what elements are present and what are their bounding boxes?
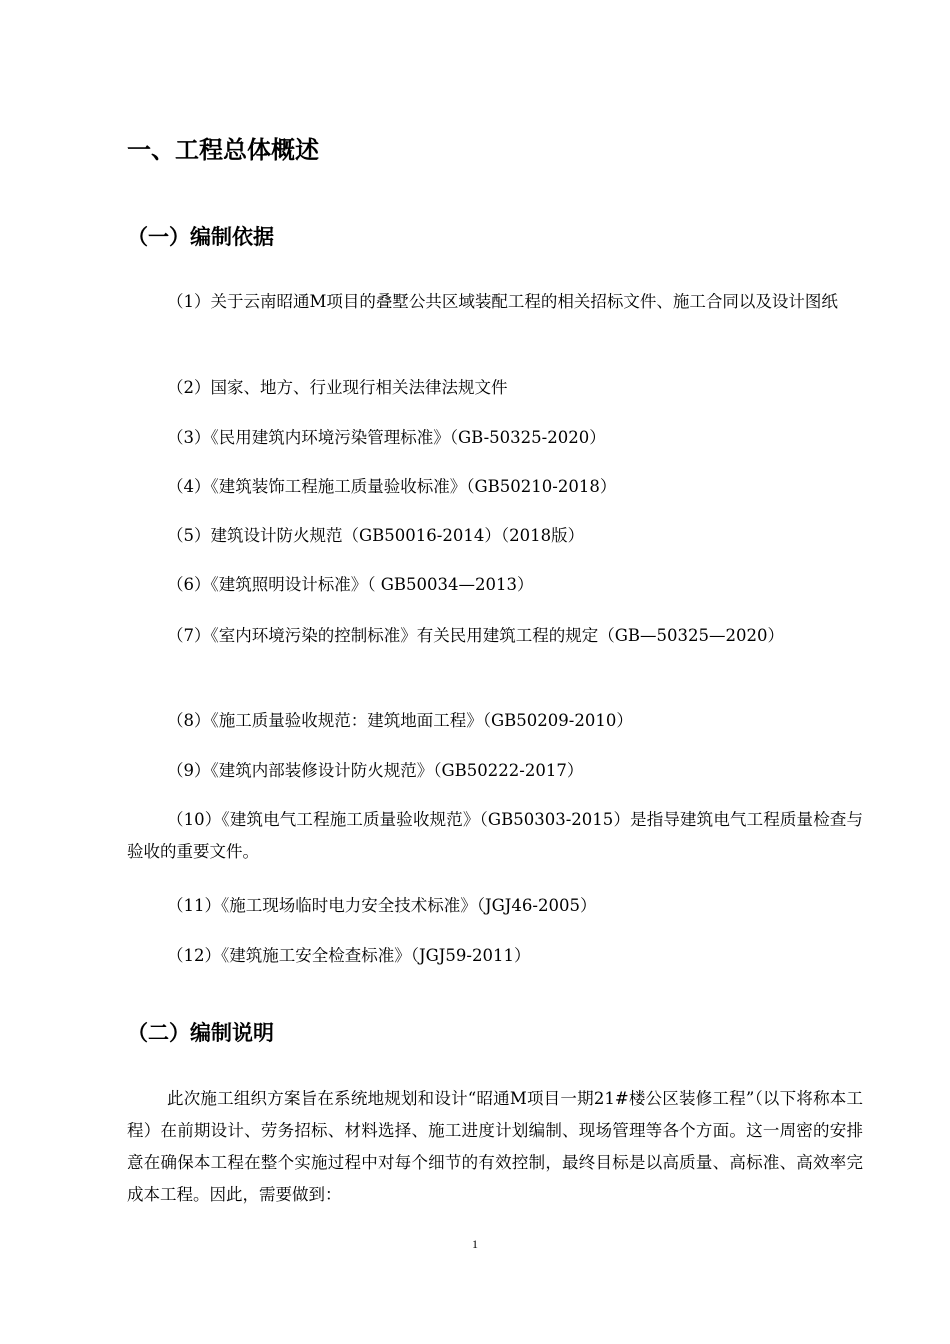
basis-item-11: （11）《施工现场临时电力安全技术标准》（JGJ46-2005） bbox=[167, 896, 597, 915]
basis-item-10: （10）《建筑电气工程施工质量验收规范》（GB50303-2015）是指导建筑电气工程质量检查与验收的重要文件。 bbox=[127, 810, 863, 861]
section-heading-notes: （二）编制说明 bbox=[127, 1021, 274, 1045]
page-number: 1 bbox=[472, 1237, 478, 1251]
basis-item-4: （4）《建筑装饰工程施工质量验收标准》（GB50210-2018） bbox=[167, 477, 617, 496]
basis-item-9: （9）《建筑内部装修设计防火规范》（GB50222-2017） bbox=[167, 761, 584, 780]
basis-item-12: （12）《建筑施工安全检查标准》（JGJ59-2011） bbox=[167, 946, 531, 965]
basis-item-7: （7）《室内环境污染的控制标准》有关民用建筑工程的规定（GB—50325—2020） bbox=[167, 626, 785, 645]
basis-item-1: （1）关于云南昭通M项目的叠墅公共区域装配工程的相关招标文件、施工合同以及设计图纸 bbox=[167, 292, 838, 311]
basis-item-5: （5）建筑设计防火规范（GB50016-2014）（2018版） bbox=[167, 526, 585, 545]
section-heading-basis: （一）编制依据 bbox=[127, 225, 274, 249]
chapter-title: 一、工程总体概述 bbox=[127, 136, 319, 164]
basis-item-6: （6）《建筑照明设计标准》（ GB50034—2013） bbox=[167, 575, 534, 594]
notes-paragraph: 此次施工组织方案旨在系统地规划和设计“昭通M项目一期21#楼公区装修工程”（以下将称本工程）在前期设计、劳务招标、材料选择、施工进度计划编制、现场管理等各个方面。这一周密的安排意在确保本工程在整个实施过程中对每个细节的有效控制，最终目标是以高质量、高标准、高效率完成本工程。因此，需要做到： bbox=[127, 1089, 863, 1204]
basis-item-2: （2）国家、地方、行业现行相关法律法规文件 bbox=[167, 378, 508, 397]
basis-item-8: （8）《施工质量验收规范：建筑地面工程》（GB50209-2010） bbox=[167, 711, 633, 730]
basis-item-3: （3）《民用建筑内环境污染管理标准》（GB-50325-2020） bbox=[167, 428, 606, 447]
